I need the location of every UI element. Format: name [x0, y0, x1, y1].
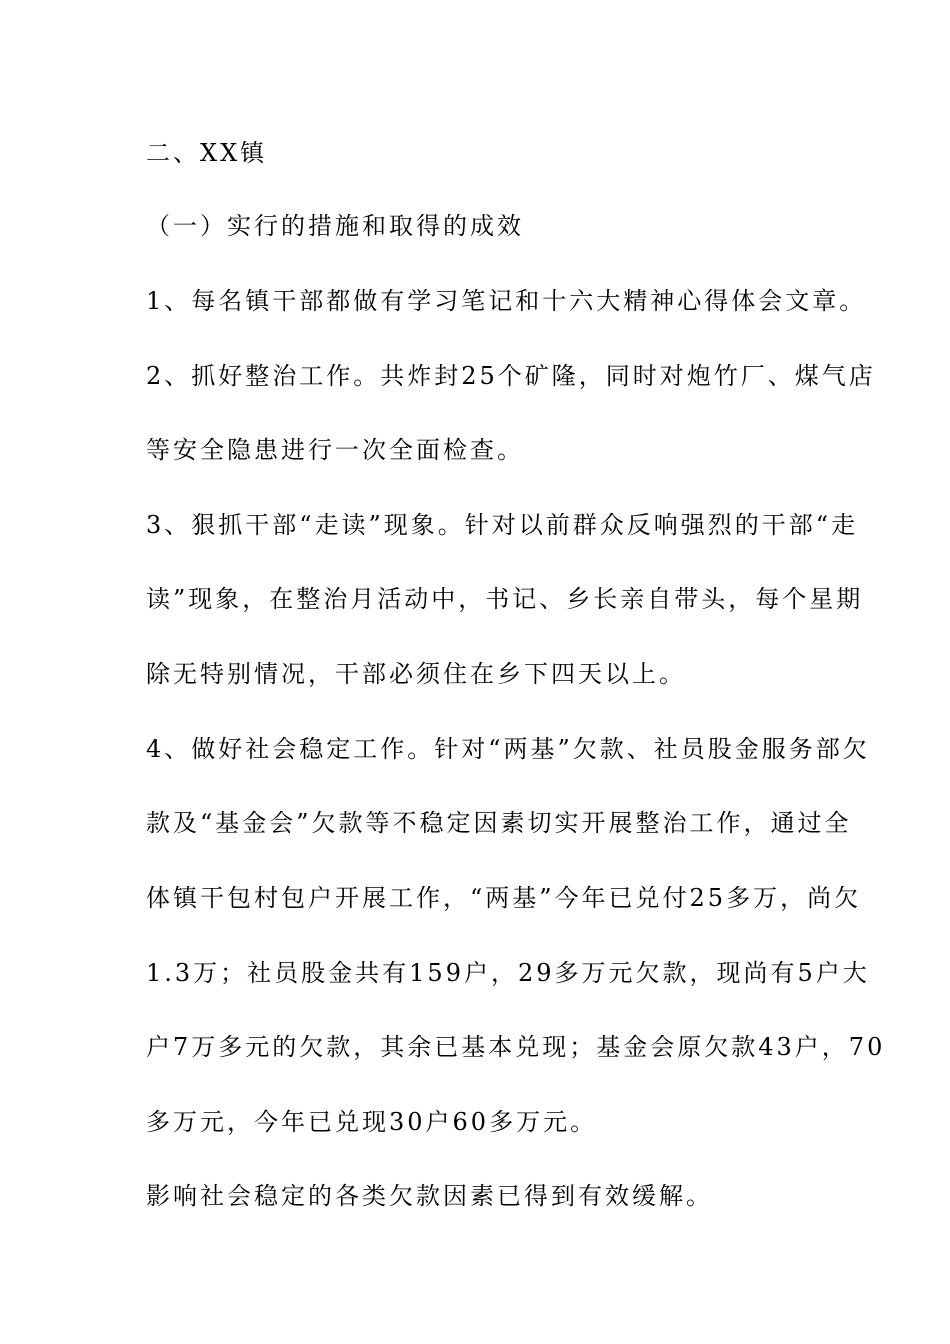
paragraph-line: 等安全隐患进行一次全面检查。	[146, 436, 524, 464]
paragraph-line: 除无特别情况，干部必须住在乡下四天以上。	[146, 660, 686, 688]
subsection-heading: （一）实行的措施和取得的成效	[146, 212, 524, 240]
section-heading: 二、XX镇	[146, 139, 268, 167]
paragraph-line: 多万元，今年已兑现30户60多万元。	[146, 1108, 598, 1136]
paragraph-line: 1.3万；社员股金共有159户，29多万元欠款，现尚有5户大	[146, 959, 870, 987]
paragraph-line: 款及“基金会”欠款等不稳定因素切实开展整治工作，通过全	[146, 809, 852, 837]
paragraph-line: 户7万多元的欠款，其余已基本兑现；基金会原欠款43户，70	[146, 1033, 886, 1061]
paragraph-line: 4、做好社会稳定工作。针对“两基”欠款、社员股金服务部欠	[146, 735, 870, 763]
paragraph-line: 3、狠抓干部“走读”现象。针对以前群众反响强烈的干部“走	[146, 511, 859, 539]
paragraph-line: 读”现象，在整治月活动中，书记、乡长亲自带头，每个星期	[146, 585, 864, 613]
paragraph-line: 体镇干包村包户开展工作，“两基”今年已兑付25多万，尚欠	[146, 884, 862, 912]
paragraph-line: 1、每名镇干部都做有学习笔记和十六大精神心得体会文章。	[146, 287, 867, 315]
paragraph-line: 影响社会稳定的各类欠款因素已得到有效缓解。	[146, 1182, 713, 1210]
paragraph-line: 2、抓好整治工作。共炸封25个矿隆，同时对炮竹厂、煤气店	[146, 362, 876, 390]
